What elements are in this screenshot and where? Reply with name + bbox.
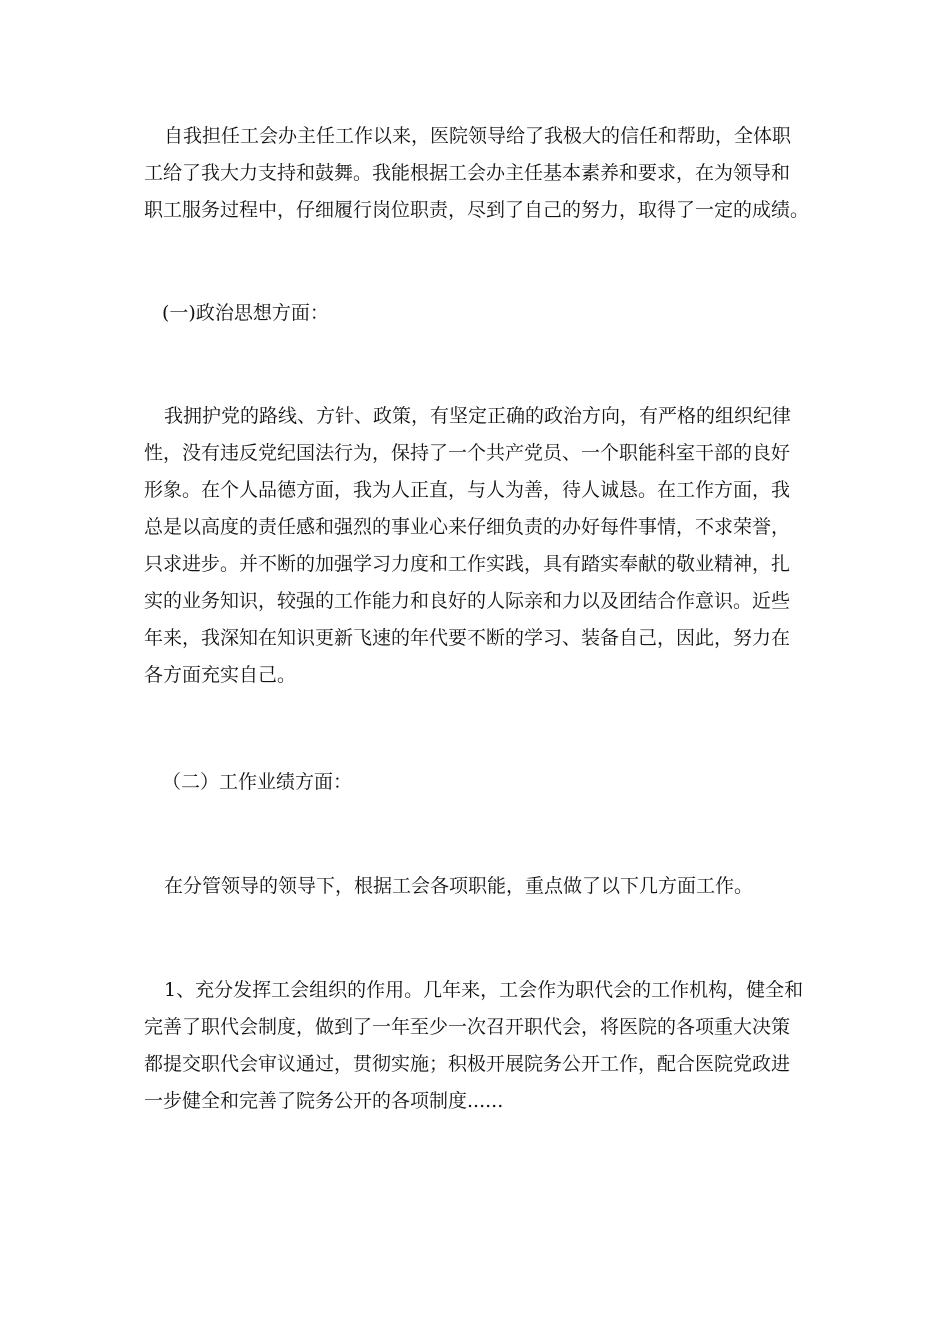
section1-line: 年来，我深知在知识更新飞速的年代要不断的学习、装备自己，因此，努力在 [144,627,791,649]
section1-heading: (一)政治思想方面： [162,302,329,324]
intro-line: 职工服务过程中，仔细履行岗位职责，尽到了自己的努力，取得了一定的成绩。 [144,199,810,221]
section1-paragraph [144,398,806,694]
intro-paragraph [144,118,810,229]
section1-line: 性，没有违反党纪国法行为，保持了一个共产党员、一个职能科室干部的良好 [144,442,791,464]
section1-line: 形象。在个人品德方面，我为人正直，与人为善，待人诚恳。在工作方面，我 [144,479,791,501]
section2-intro-paragraph [144,868,806,905]
intro-line: 自我担任工会办主任工作以来，医院领导给了我极大的信任和帮助，全体职 [164,125,792,147]
section2-heading-block [144,764,806,801]
section1-line: 只求进步。并不断的加强学习力度和工作实践，具有踏实奉献的敬业精神，扎 [144,553,791,575]
item1-line: 都提交职代会审议通过，贯彻实施；积极开展院务公开工作，配合医院党政进 [144,1053,791,1075]
item1-paragraph [144,972,806,1120]
intro-line: 工给了我大力支持和鼓舞。我能根据工会办主任基本素养和要求，在为领导和 [144,162,791,184]
section1-line: 各方面充实自己。 [144,664,297,686]
section2-heading: （二）工作业绩方面： [162,771,353,793]
section2-intro: 在分管领导的领导下，根据工会各项职能，重点做了以下几方面工作。 [164,875,754,897]
item1-line: 完善了职代会制度，做到了一年至少一次召开职代会，将医院的各项重大决策 [144,1016,791,1038]
item1-line: 一步健全和完善了院务公开的各项制度...... [144,1090,504,1112]
item1-line: 1、充分发挥工会组织的作用。几年来，工会作为职代会的工作机构，健全和 [164,979,804,1001]
section1-line: 总是以高度的责任感和强烈的事业心来仔细负责的办好每件事情，不求荣誉， [144,516,791,538]
section1-line: 我拥护党的路线、方针、政策，有坚定正确的政治方向，有严格的组织纪律 [164,405,792,427]
section1-heading-block [144,295,806,332]
section1-line: 实的业务知识，较强的工作能力和良好的人际亲和力以及团结合作意识。近些 [144,590,791,612]
